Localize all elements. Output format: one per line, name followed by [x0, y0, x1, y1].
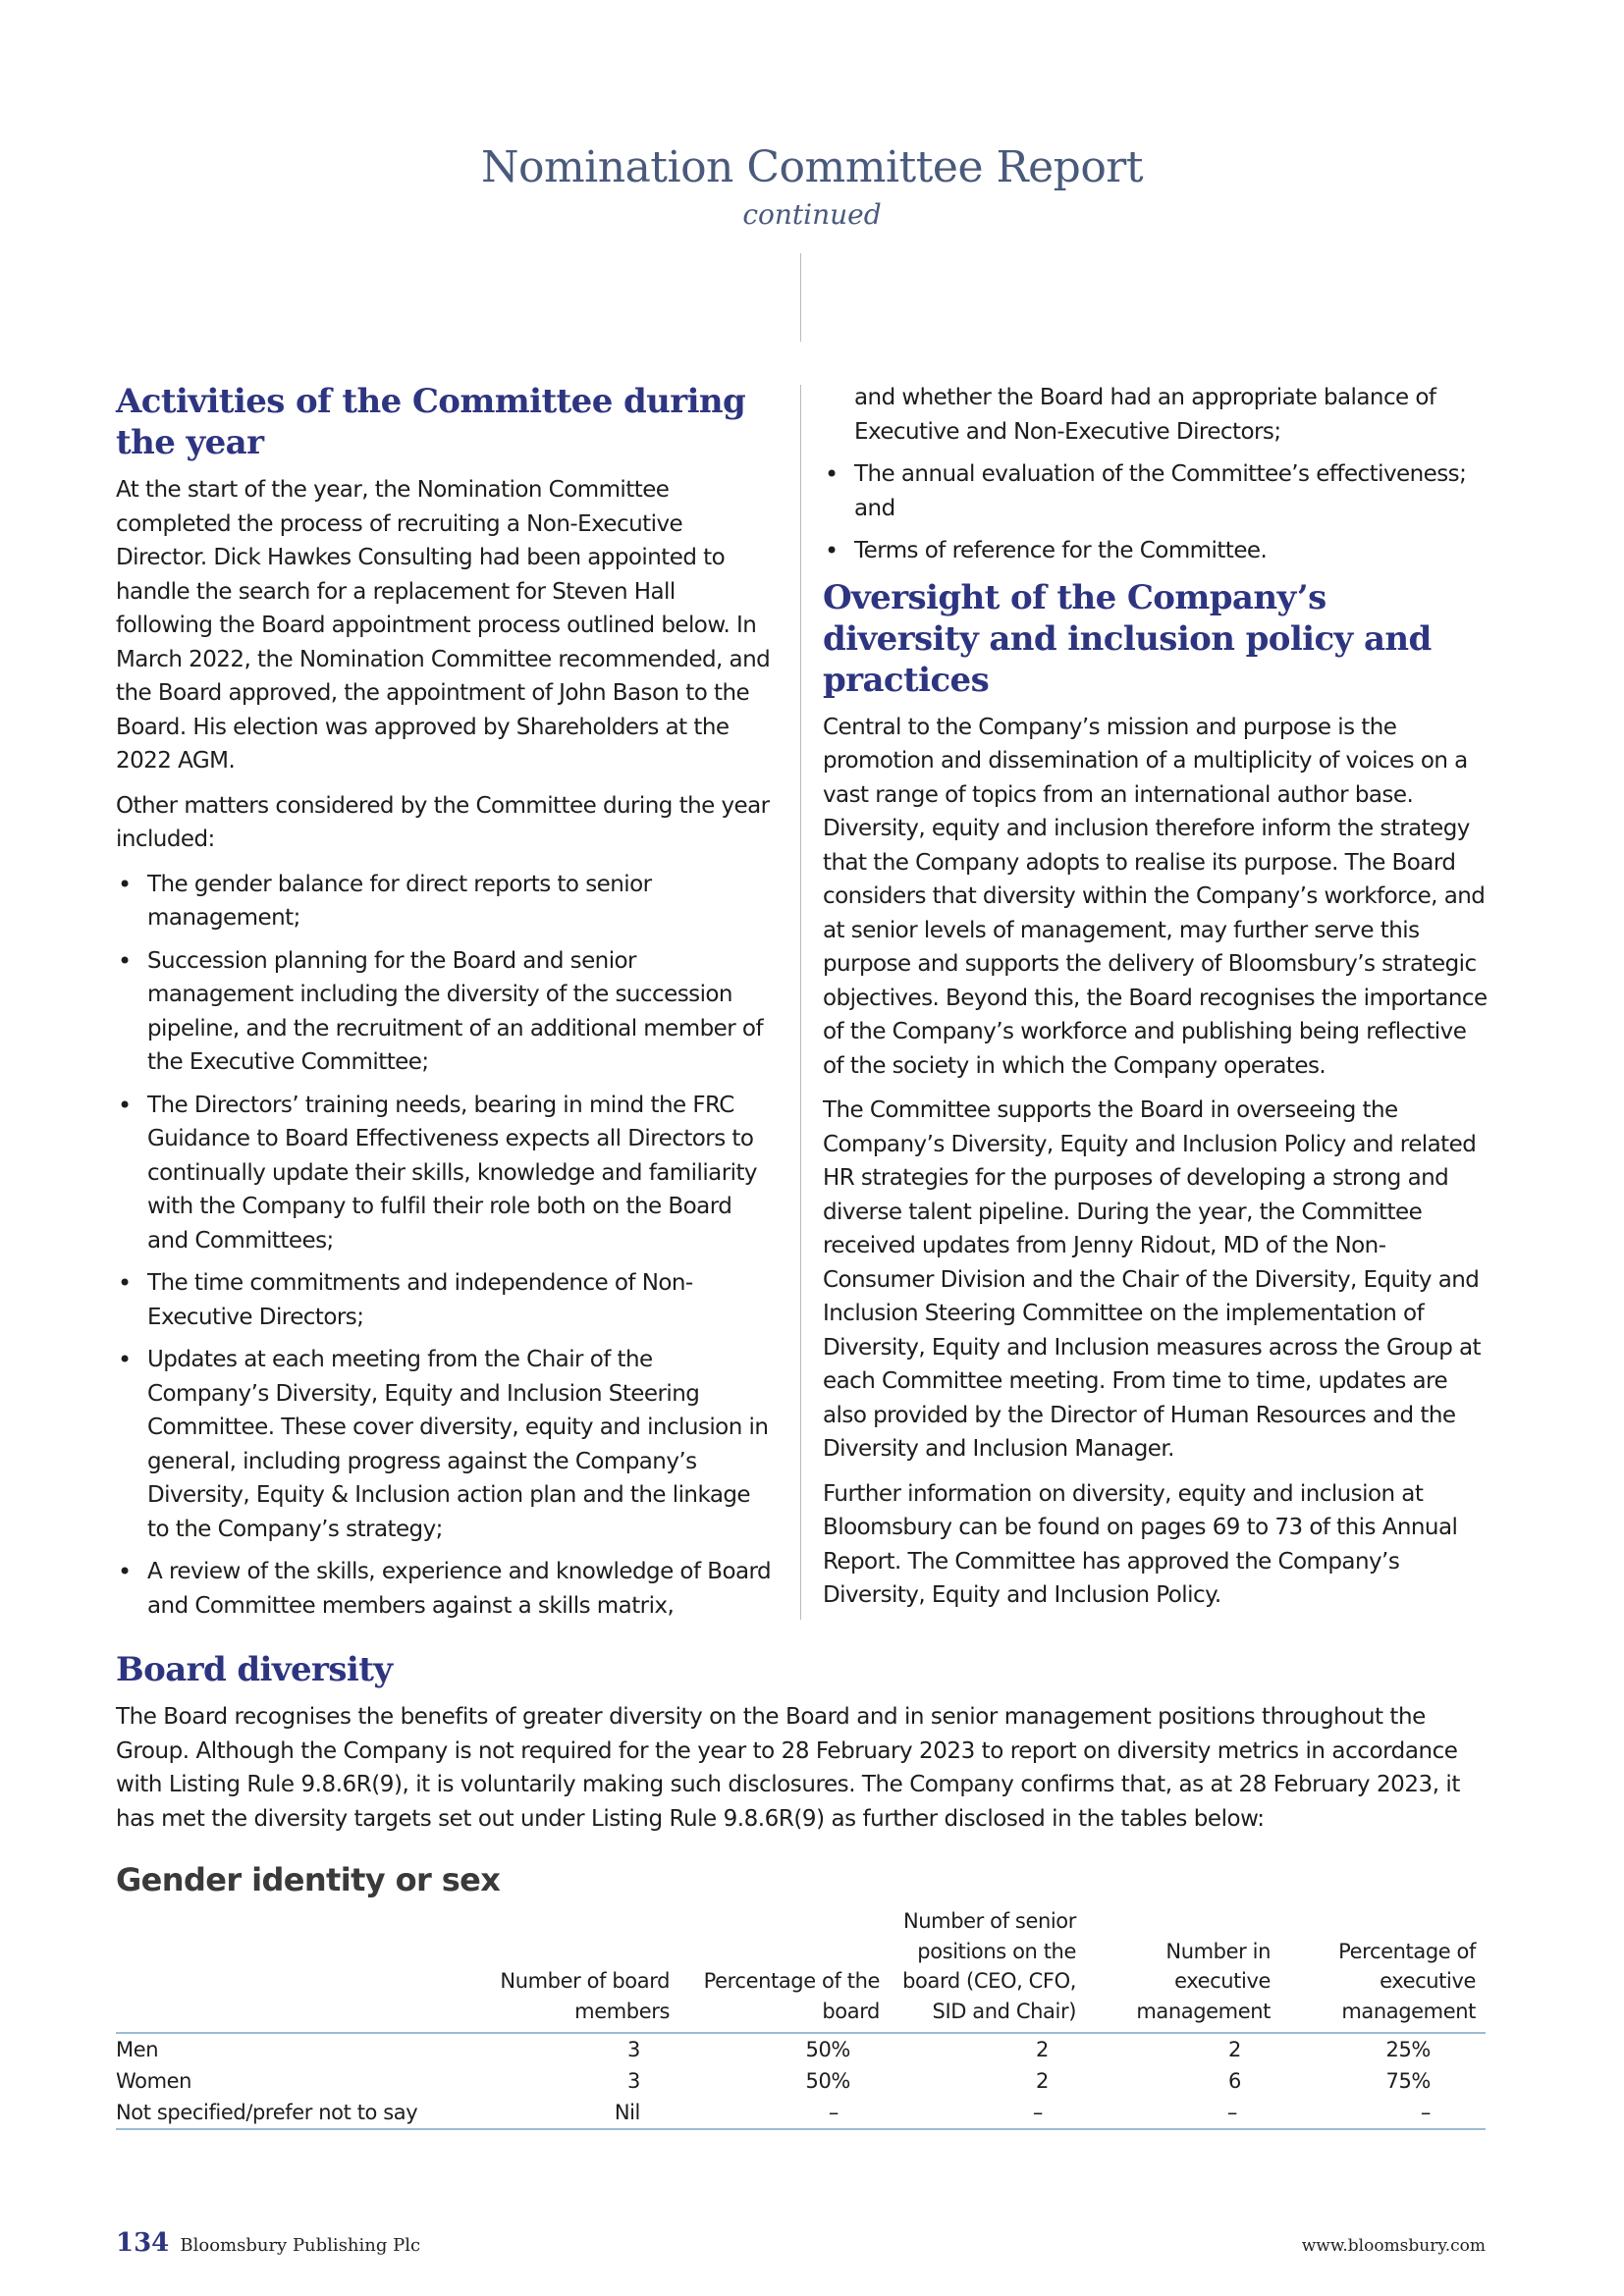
left-column [116, 381, 776, 1631]
page-title: Nomination Committee Report [480, 142, 1144, 192]
board-diversity-heading: Board diversity [116, 1650, 393, 1689]
table-row [116, 2097, 1486, 2129]
table-cell: – [1086, 2097, 1280, 2129]
publisher-name: Bloomsbury Publishing Plc [180, 2235, 421, 2256]
list-item: • The annual evaluation of the Committee’s effectiveness; and [823, 457, 1489, 525]
table-cell: 2 [1036, 2069, 1049, 2093]
list-item: • Terms of reference for the Committee. [823, 534, 1489, 568]
table-cell: – [679, 2097, 890, 2129]
oversight-paragraph: Central to the Company’s mission and purpose is the promotion and dissemination of a multiplicity of voices on a vast range of topics from an international author base. Diversity, equity and inclusion therefore inform the strategy that the Company adopts to realise its purpose. The Board considers that diversity within the Company’s workforce, and at senior levels of management, may further serve this purpose and supports the delivery of Bloomsbury’s strategic objectives. Beyond this, the Board recognises the importance of the Company’s workforce and publishing being reflective of the society in which the Company operates. [823, 714, 1488, 1079]
table-cell: 2 [1228, 2038, 1241, 2061]
activities-heading: Activities of the Committee during the year [116, 382, 746, 462]
gender-table [116, 1906, 1486, 2130]
matters-list-continued [823, 457, 1489, 568]
header-rule [800, 253, 801, 342]
footer-left [116, 2228, 420, 2258]
column-divider [800, 385, 801, 1620]
table-cell: Not specified/prefer not to say [116, 2097, 450, 2129]
page-number: 134 [116, 2228, 170, 2258]
table-cell: 3 [627, 2038, 640, 2061]
gender-table-title: Gender identity or sex [116, 1861, 501, 1898]
matters-list [116, 868, 776, 1624]
oversight-heading: Oversight of the Company’s diversity and inclusion policy and practices [823, 577, 1432, 700]
list-item: • Updates at each meeting from the Chair of the Company’s Diversity, Equity and Inclusion Steering Committee. These cover diversity, equity and inclusion in general, including progress against the Company’s Diversity, Equity & Inclusion action plan and the linkage to the Company’s strategy; [116, 1343, 776, 1546]
table-cell: 3 [627, 2069, 640, 2093]
right-column [823, 381, 1489, 1624]
table-cell: 2 [1036, 2038, 1049, 2061]
table-cell: Men [116, 2038, 159, 2061]
table-cell: 50% [805, 2038, 850, 2061]
list-item-continuation: and whether the Board had an appropriate balance of Executive and Non-Executive Directors; [854, 385, 1436, 445]
list-item: • Succession planning for the Board and senior management including the diversity of the succession pipeline, and the recruitment of an additional member of the Executive Committee; [116, 944, 776, 1080]
table-cell: 6 [1228, 2069, 1241, 2093]
page-header [0, 142, 1624, 231]
website-link[interactable]: www.bloomsbury.com [1301, 2236, 1486, 2256]
list-item: • The gender balance for direct reports to senior management; [116, 868, 776, 935]
table-row [116, 2033, 1486, 2065]
other-matters-paragraph: Other matters considered by the Committee during the year included: [116, 792, 770, 852]
table-cell: 50% [805, 2069, 850, 2093]
table-cell: 75% [1385, 2069, 1431, 2093]
table-row [116, 2065, 1486, 2097]
list-item: • A review of the skills, experience and knowledge of Board and Committee members against a skills matrix, [116, 1555, 776, 1623]
oversight-paragraph: Further information on diversity, equity and inclusion at Bloomsbury can be found on pages 69 to 73 of this Annual Report. The Committee has approved the Company’s Diversity, Equity and Inclusion Policy. [823, 1480, 1458, 1608]
column-header [116, 1906, 450, 2033]
board-diversity-paragraph: The Board recognises the benefits of greater diversity on the Board and in senior management positions throughout the Group. Although the Company is not required for the year to 28 February 2023 to report on diversity metrics in accordance with Listing Rule 9.8.6R(9), it is voluntarily making such disclosures. The Company confirms that, as at 28 February 2023, it has met the diversity targets set out under Listing Rule 9.8.6R(9) as further disclosed in the tables below: [116, 1704, 1460, 1832]
table-cell: Nil [450, 2097, 679, 2129]
list-item: • The Directors’ training needs, bearing in mind the FRC Guidance to Board Effectiveness expects all Directors to continually update their skills, knowledge and familiarity with the Company to fulfil their role both on the Board and Committees; [116, 1089, 776, 1258]
table-cell: 25% [1385, 2038, 1431, 2061]
table-cell: Women [116, 2069, 192, 2093]
column-header: Number of senior positions on the board (CEO, CFO, SID and Chair) [890, 1906, 1086, 2033]
board-diversity-section [116, 1649, 1486, 2130]
column-header: Number of board members [450, 1906, 679, 2033]
list-item: • The time commitments and independence of Non-Executive Directors; [116, 1266, 776, 1334]
column-header: Percentage of executive management [1280, 1906, 1486, 2033]
activities-paragraph: At the start of the year, the Nomination Committee completed the process of recruiting a Non-Executive Director. Dick Hawkes Consulting had been appointed to handle the search for a replacement for Steven Hall following the Board appointment process outlined below. In March 2022, the Nomination Committee recommended, and the Board approved, the appointment of John Bason to the Board. His election was approved by Shareholders at the 2022 AGM. [116, 477, 771, 774]
oversight-paragraph: The Committee supports the Board in overseeing the Company’s Diversity, Equity and Inclusion Policy and related HR strategies for the purposes of developing a strong and diverse talent pipeline. During the year, the Committee received updates from Jenny Ridout, MD of the Non-Consumer Division and the Chair of the Diversity, Equity and Inclusion Steering Committee on the implementation of Diversity, Equity and Inclusion measures across the Group at each Committee meeting. From time to time, updates are also provided by the Director of Human Resources and the Diversity and Inclusion Manager. [823, 1097, 1482, 1462]
page-subtitle: continued [742, 198, 882, 231]
table-header-row [116, 1906, 1486, 2033]
table-cell: – [890, 2097, 1086, 2129]
column-header: Percentage of the board [679, 1906, 890, 2033]
column-header: Number in executive management [1086, 1906, 1280, 2033]
table-cell: – [1280, 2097, 1486, 2129]
